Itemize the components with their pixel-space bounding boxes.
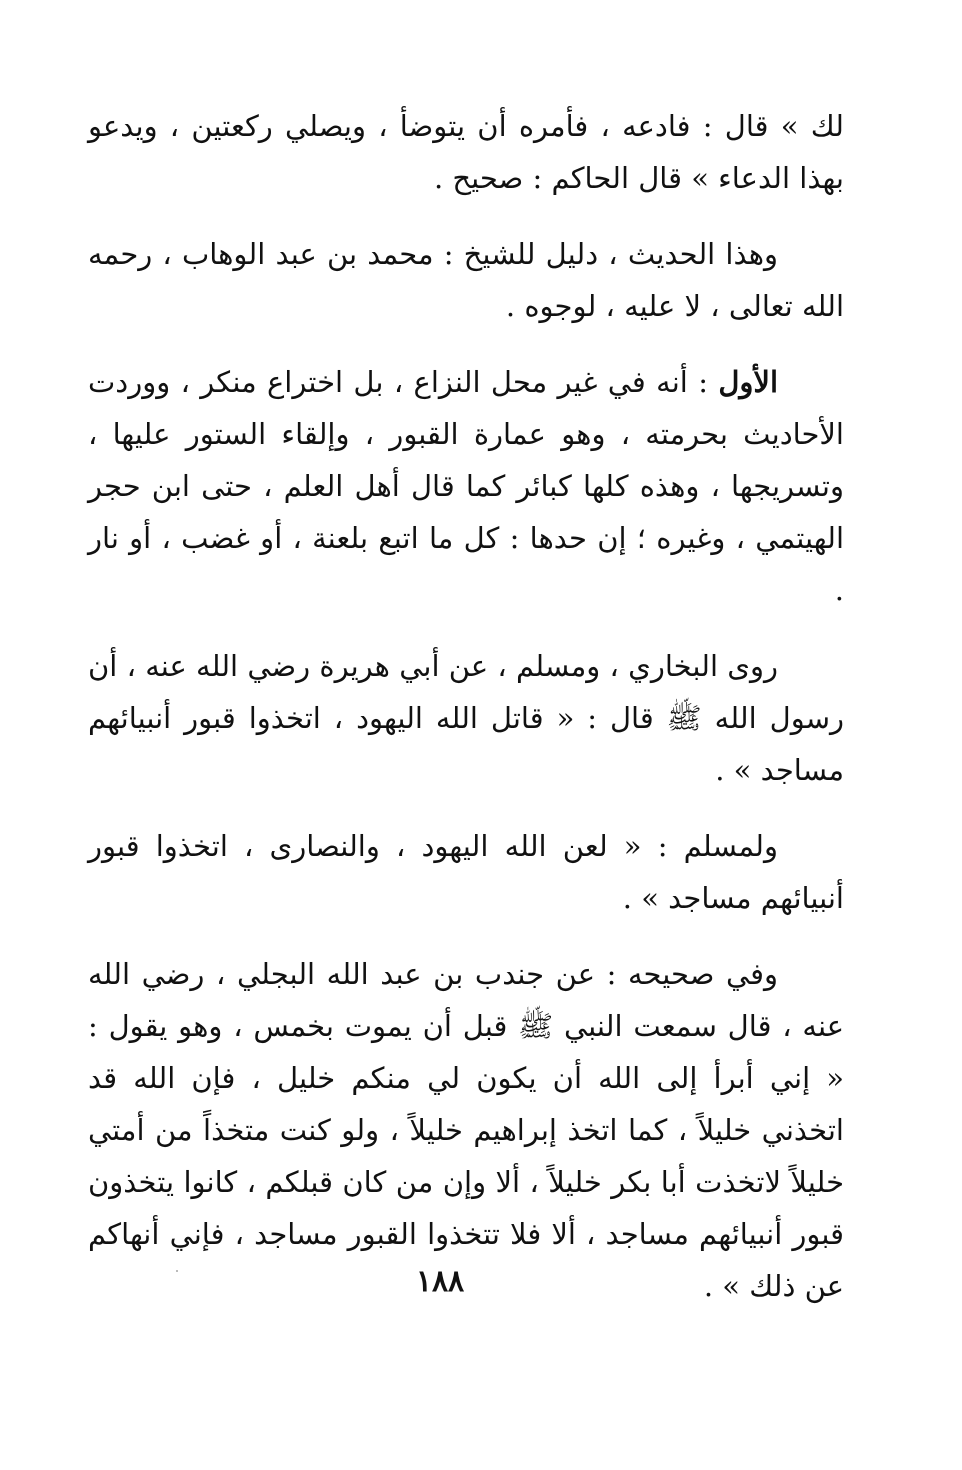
- paragraph-2: [88, 228, 844, 332]
- paragraph-1-text: لك » قال : فادعه ، فأمره أن يتوضأ ، ويصلي ركعتين ، ويدعو بهذا الدعاء » قال الحاكم : صحيح .: [88, 109, 844, 195]
- paragraph-2-text: وهذا الحديث ، دليل للشيخ : محمد بن عبد الوهاب ، رحمه الله تعالى ، لا عليه ، لوجوه .: [88, 237, 844, 323]
- paragraph-1: [88, 100, 844, 204]
- paragraph-4-text: روى البخاري ، ومسلم ، عن أبي هريرة رضي الله عنه ، أن رسول الله ﷺ قال : « قاتل الله اليهود ، اتخذوا قبور أنبيائهم مساجد » .: [88, 649, 844, 787]
- paragraph-6: [88, 948, 844, 1312]
- page-number: ١٨٨: [415, 1264, 465, 1299]
- paragraph-6-text: وفي صحيحه : عن جندب بن عبد الله البجلي ، رضي الله عنه ، قال سمعت النبي ﷺ قبل أن يموت بخمس ، وهو يقول : « إني أبرأ إلى الله أن يكون لي منكم خليل ، فإن الله قد اتخذني خليلاً ، كما اتخذ إبراهيم خليلاً ، ولو كنت متخذاً من أمتي خليلاً لاتخذت أبا بكر خليلاً ، ألا وإن من كان قبلكم ، كانوا يتخذون قبور أنبيائهم مساجد ، ألا فلا تتخذوا القبور مساجد ، فإني أنهاكم عن ذلك » .: [88, 957, 844, 1303]
- paragraph-4: [88, 640, 844, 796]
- paragraph-3-text: : أنه في غير محل النزاع ، بل اختراع منكر ، ووردت الأحاديث بحرمته ، وهو عمارة القبور ، وإلقاء الستور عليها ، وتسريجها ، وهذه كلها كبائر كما قال أهل العلم ، حتى ابن حجر الهيتمي ، وغيره ؛ إن حدها : كل ما اتبع بلعنة ، أو غضب ، أو نار .: [88, 365, 844, 607]
- paragraph-3: [88, 356, 844, 616]
- paragraph-3-lead: الأول: [718, 365, 778, 399]
- paragraph-5-text: ولمسلم : « لعن الله اليهود ، والنصارى ، اتخذوا قبور أنبيائهم مساجد » .: [88, 829, 844, 915]
- document-page: [88, 100, 844, 1312]
- paragraph-5: [88, 820, 844, 924]
